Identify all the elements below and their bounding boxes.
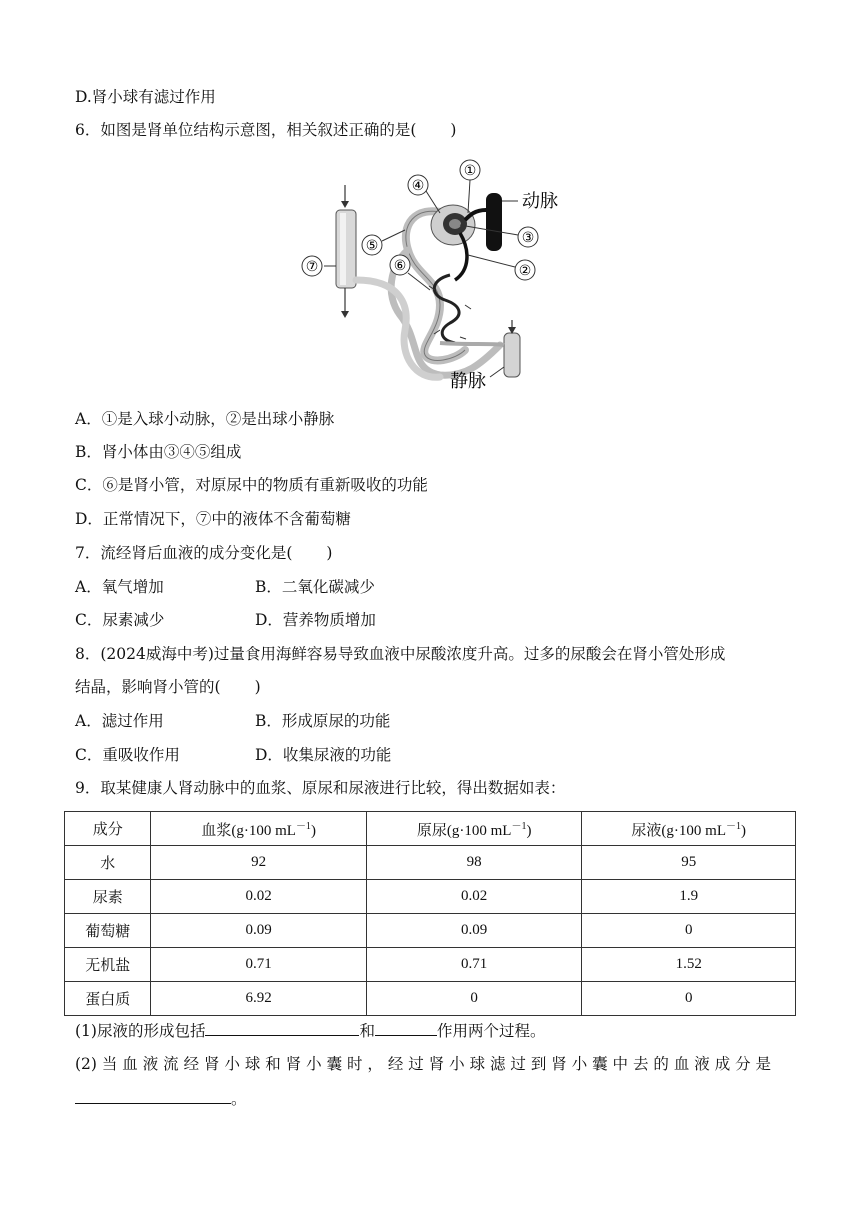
table-cell: 0.71 bbox=[366, 948, 582, 982]
q8-stem-line2-text: 结晶，影响肾小管的( bbox=[75, 678, 221, 696]
table-cell: 0 bbox=[582, 982, 796, 1016]
q9-sub2-end: 。 bbox=[231, 1090, 247, 1108]
table-cell: 尿素 bbox=[65, 880, 151, 914]
table-cell: 1.9 bbox=[582, 880, 796, 914]
q8-option-c: C．重吸收作用 bbox=[75, 746, 180, 764]
q9-sub1 bbox=[75, 1020, 546, 1042]
answer-blank-2[interactable] bbox=[375, 1020, 437, 1036]
answer-blank-3[interactable] bbox=[75, 1088, 231, 1104]
q9-sub1-text-a: (1)尿液的形成包括 bbox=[75, 1022, 206, 1040]
renal-venule bbox=[440, 343, 504, 345]
q9-sub2-line1: (2) 当 血 液 流 经 肾 小 球 和 肾 小 囊 时 ， 经 过 肾 小 球 滤 过 到 肾 小 囊 中 去 的 血 液 成 分 是 bbox=[75, 1055, 772, 1073]
q8-option-d: D．收集尿液的功能 bbox=[255, 746, 392, 764]
nephron-diagram-svg bbox=[290, 155, 580, 400]
q6-option-a: A．①是入球小动脉，②是出球小静脉 bbox=[75, 410, 335, 428]
q8-stem-line1: 8．(2024威海中考)过量食用海鲜容易导致血液中尿酸浓度升高。过多的尿酸会在肾小管处形成 bbox=[75, 645, 726, 663]
table-cell: 无机盐 bbox=[65, 948, 151, 982]
q6-stem-text: 6．如图是肾单位结构示意图，相关叙述正确的是( bbox=[75, 121, 417, 139]
q6-stem-end: ) bbox=[450, 121, 457, 139]
vein-vessel bbox=[504, 333, 520, 377]
label-2: ② bbox=[518, 263, 532, 279]
label-line-1 bbox=[468, 180, 470, 213]
arrow-head-down-2 bbox=[341, 311, 349, 318]
table-cell: 6.92 bbox=[151, 982, 367, 1016]
q7-stem-text: 7．流经肾后血液的成分变化是( bbox=[75, 544, 293, 562]
vein-label-line bbox=[490, 367, 504, 377]
label-4: ④ bbox=[411, 178, 425, 194]
nephron-diagram bbox=[290, 155, 580, 400]
label-5: ⑤ bbox=[365, 238, 379, 254]
table-cell: 98 bbox=[366, 846, 582, 880]
table-cell: 0 bbox=[366, 982, 582, 1016]
label-6: ⑥ bbox=[393, 258, 407, 274]
q7-option-d: D．营养物质增加 bbox=[255, 611, 376, 629]
table-cell: 蛋白质 bbox=[65, 982, 151, 1016]
q8-stem-end: ) bbox=[254, 678, 261, 696]
arrow-head-down bbox=[341, 201, 349, 208]
artery-label: 动脉 bbox=[522, 191, 558, 212]
q6-option-b: B．肾小体由③④⑤组成 bbox=[75, 443, 242, 461]
label-3: ③ bbox=[521, 230, 535, 246]
vein-label: 静脉 bbox=[450, 371, 486, 392]
comparison-table bbox=[64, 811, 796, 1016]
header-urine: 尿液(g·100 $mL^{-1}$) bbox=[582, 812, 796, 846]
collecting-duct-highlight bbox=[340, 213, 346, 285]
table-cell: 葡萄糖 bbox=[65, 914, 151, 948]
q7-stem-end: ) bbox=[326, 544, 333, 562]
q8-option-b: B．形成原尿的功能 bbox=[255, 712, 391, 730]
table-cell: 0.02 bbox=[151, 880, 367, 914]
label-7: ⑦ bbox=[305, 259, 319, 275]
header-primary-urine: 原尿(g·100 $mL^{-1}$) bbox=[366, 812, 582, 846]
table-row bbox=[65, 982, 796, 1016]
table-cell: 0.71 bbox=[151, 948, 367, 982]
glomerulus-core bbox=[449, 219, 461, 229]
q8-option-a: A．滤过作用 bbox=[75, 712, 164, 730]
q9-sub2-line2 bbox=[75, 1088, 247, 1110]
q6-option-d: D．正常情况下，⑦中的液体不含葡萄糖 bbox=[75, 510, 351, 528]
q9-sub1-text-c: 作用两个过程。 bbox=[436, 1022, 546, 1040]
table-cell: 0.09 bbox=[151, 914, 367, 948]
header-component: 成分 bbox=[65, 812, 151, 846]
table-cell: 0.02 bbox=[366, 880, 582, 914]
table-row bbox=[65, 880, 796, 914]
table-header-row bbox=[65, 812, 796, 846]
q7-stem bbox=[75, 542, 332, 564]
label-line-5 bbox=[382, 230, 405, 241]
q6-option-c: C．⑥是肾小管，对原尿中的物质有重新吸收的功能 bbox=[75, 476, 428, 494]
q6-stem bbox=[75, 119, 456, 141]
header-plasma: 血浆(g·100 $mL^{-1}$) bbox=[151, 812, 367, 846]
table-row bbox=[65, 914, 796, 948]
q7-option-b: B．二氧化碳减少 bbox=[255, 578, 375, 596]
q9-sub1-text-b: 和 bbox=[359, 1022, 375, 1040]
table-cell: 92 bbox=[151, 846, 367, 880]
artery-vessel bbox=[486, 193, 502, 251]
q9-stem: 9．取某健康人肾动脉中的血浆、原尿和尿液进行比较，得出数据如表： bbox=[75, 779, 566, 797]
q5-option-d: D.肾小球有滤过作用 bbox=[75, 88, 216, 106]
table-row bbox=[65, 846, 796, 880]
q8-stem-line2 bbox=[75, 676, 261, 698]
table-cell: 水 bbox=[65, 846, 151, 880]
table-cell: 0 bbox=[582, 914, 796, 948]
answer-blank-1[interactable] bbox=[205, 1020, 359, 1036]
q7-option-a: A．氧气增加 bbox=[75, 578, 164, 596]
table-row bbox=[65, 948, 796, 982]
label-line-2 bbox=[468, 255, 515, 267]
q7-option-c: C．尿素减少 bbox=[75, 611, 165, 629]
table-cell: 95 bbox=[582, 846, 796, 880]
table-cell: 0.09 bbox=[366, 914, 582, 948]
label-1: ① bbox=[463, 163, 477, 179]
table-cell: 1.52 bbox=[582, 948, 796, 982]
